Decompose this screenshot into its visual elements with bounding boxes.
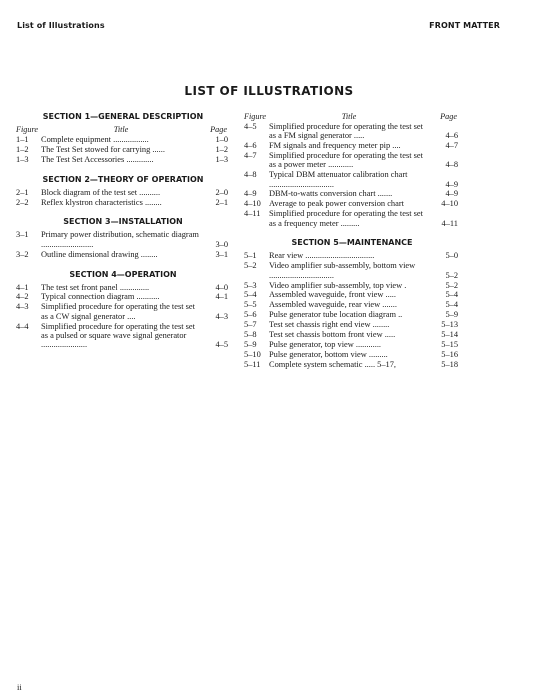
page-number: 5–18 <box>441 359 458 369</box>
figure-number: 4–3 <box>16 302 29 312</box>
figure-number: 3–1 <box>16 230 29 240</box>
list-entry <box>244 310 460 319</box>
figure-number: 5–6 <box>244 310 257 320</box>
list-entry <box>244 360 460 369</box>
figure-number: 2–1 <box>16 187 29 197</box>
page-number: 4–6 <box>445 131 458 141</box>
column-headings <box>16 125 230 135</box>
figure-number: 5–9 <box>244 339 257 349</box>
list-entry <box>244 189 460 198</box>
list-entry <box>16 250 230 259</box>
list-entry <box>244 320 460 329</box>
figure-title: Test set chassis right end view ........ <box>269 320 390 330</box>
figure-title: Block diagram of the test set .......... <box>41 187 161 197</box>
page-number: 4–8 <box>445 160 458 170</box>
figure-number: 5–8 <box>244 329 257 339</box>
list-entry <box>16 145 230 154</box>
list-entry <box>16 155 230 164</box>
running-header-right: FRONT MATTER <box>429 21 500 30</box>
page-number: 1–2 <box>215 144 228 154</box>
figure-title: FM signals and frequency meter pip .... <box>269 141 401 151</box>
list-entry <box>244 151 460 170</box>
list-entry <box>244 330 460 339</box>
figure-title: The test set front panel .............. <box>41 282 150 292</box>
figure-title: Simplified procedure for operating the test set as a CW signal generator .... <box>41 302 195 321</box>
section-4-heading: SECTION 4—OPERATION <box>69 269 177 279</box>
figure-title: Pulse generator, bottom view ......... <box>269 349 388 359</box>
figure-number: 4–1 <box>16 282 29 292</box>
list-entry <box>244 300 460 309</box>
section-5-heading: SECTION 5—MAINTENANCE <box>291 238 413 248</box>
page-number: 1–3 <box>215 154 228 164</box>
figure-title: Video amplifier sub-assembly, bottom view ............................... <box>269 261 416 280</box>
figure-title: Pulse generator, top view ............ <box>269 339 382 349</box>
page-title: LIST OF ILLUSTRATIONS <box>184 84 354 98</box>
figure-column-heading: Figure <box>244 112 266 121</box>
page-number: 3–0 <box>215 239 228 249</box>
list-entry <box>16 322 230 350</box>
list-entry <box>244 290 460 299</box>
figure-title: Assembled waveguide, front view ..... <box>269 290 396 300</box>
figure-number: 4–5 <box>244 122 257 131</box>
figure-number: 1–2 <box>16 144 29 154</box>
figure-title: DBM-to-watts conversion chart ....... <box>269 189 393 199</box>
list-entry <box>244 141 460 150</box>
figure-number: 4–9 <box>244 189 257 199</box>
figure-number: 1–1 <box>16 135 29 144</box>
page-column-heading: Page <box>440 112 457 121</box>
figure-number: 4–2 <box>16 292 29 302</box>
page-number: 5–15 <box>441 339 458 349</box>
list-entry <box>244 122 460 141</box>
page-number: 4–3 <box>215 311 228 321</box>
title-column-heading: Title <box>113 125 129 134</box>
figure-number: 5–5 <box>244 300 257 310</box>
figure-title: Outline dimensional drawing ........ <box>41 249 158 259</box>
page-number: 2–0 <box>215 187 228 197</box>
figure-title: Assembled waveguide, rear view ....... <box>269 300 397 310</box>
list-entry <box>244 199 460 208</box>
page-number: 4–7 <box>445 141 458 151</box>
page-number: 4–11 <box>441 218 458 228</box>
figure-title: Simplified procedure for operating the test set as a power meter ............ <box>269 151 423 170</box>
left-column <box>16 112 230 350</box>
figure-title: Simplified procedure for operating the test set as a pulsed or square wave signal generator ...................... <box>41 321 195 350</box>
figure-title: Complete system schematic ..... 5–17, <box>269 359 396 369</box>
page-number: 5–4 <box>445 300 458 310</box>
figure-title: Video amplifier sub-assembly, top view . <box>269 280 407 290</box>
figure-column-heading: Figure <box>16 125 38 134</box>
section-2-heading: SECTION 2—THEORY OF OPERATION <box>42 174 204 184</box>
figure-title: Test set chassis bottom front view ..... <box>269 329 396 339</box>
list-entry <box>16 198 230 207</box>
figure-number: 5–10 <box>244 349 261 359</box>
figure-title: Rear view ................................. <box>269 251 375 261</box>
figure-title: Simplified procedure for operating the test set as a frequency meter ......... <box>269 209 423 228</box>
list-entry <box>244 261 460 280</box>
page-number: 4–10 <box>441 199 458 209</box>
page-number: 4–1 <box>215 292 228 302</box>
list-entry <box>244 281 460 290</box>
page-number: 5–9 <box>445 310 458 320</box>
figure-title: Pulse generator tube location diagram .. <box>269 310 403 320</box>
figure-number: 4–10 <box>244 199 261 209</box>
figure-number: 5–7 <box>244 320 257 330</box>
page-number: 4–9 <box>445 179 458 189</box>
figure-number: 2–2 <box>16 197 29 207</box>
figure-number: 4–11 <box>244 209 261 219</box>
page-number: 4–9 <box>445 189 458 199</box>
figure-title: Average to peak power conversion chart <box>269 199 404 209</box>
figure-number: 5–2 <box>244 261 257 271</box>
running-header-left: List of Illustrations <box>17 21 105 30</box>
figure-title: Complete equipment ................. <box>41 135 149 144</box>
page-number: 5–14 <box>441 329 458 339</box>
page-number: 4–0 <box>215 282 228 292</box>
figure-number: 4–7 <box>244 151 257 161</box>
page-number: 5–2 <box>445 280 458 290</box>
figure-title: Typical DBM attenuator calibration chart ............................... <box>269 170 408 189</box>
page-number: 1–0 <box>215 135 228 144</box>
page-folio: ii <box>17 682 22 692</box>
list-entry <box>16 230 230 249</box>
figure-title: Primary power distribution, schematic diagram ......................... <box>41 230 199 249</box>
figure-number: 4–8 <box>244 170 257 180</box>
figure-number: 4–6 <box>244 141 257 151</box>
page-number: 5–2 <box>445 270 458 280</box>
column-headings <box>244 112 460 122</box>
page-number: 3–1 <box>215 249 228 259</box>
page-number: 5–0 <box>445 251 458 261</box>
figure-title: Typical connection diagram ........... <box>41 292 160 302</box>
figure-title: Simplified procedure for operating the test set as a FM signal generator ..... <box>269 122 423 141</box>
page-number: 2–1 <box>215 197 228 207</box>
figure-number: 5–4 <box>244 290 257 300</box>
section-1-heading: SECTION 1—GENERAL DESCRIPTION <box>42 112 204 121</box>
list-entry <box>244 170 460 189</box>
page-number: 5–16 <box>441 349 458 359</box>
list-entry <box>16 283 230 292</box>
list-entry <box>16 135 230 144</box>
page-number: 4–5 <box>215 340 228 350</box>
figure-number: 5–3 <box>244 280 257 290</box>
page-number: 5–4 <box>445 290 458 300</box>
page-column-heading: Page <box>210 125 227 134</box>
list-entry <box>244 340 460 349</box>
list-entry <box>244 251 460 260</box>
list-entry <box>244 350 460 359</box>
figure-number: 5–1 <box>244 251 257 261</box>
figure-number: 1–3 <box>16 154 29 164</box>
right-column <box>244 112 460 370</box>
figure-number: 3–2 <box>16 249 29 259</box>
list-entry <box>16 302 230 321</box>
figure-title: The Test Set stowed for carrying ...... <box>41 144 165 154</box>
figure-number: 5–11 <box>244 359 261 369</box>
list-entry <box>16 292 230 301</box>
title-column-heading: Title <box>341 112 357 121</box>
list-entry <box>244 209 460 228</box>
list-entry <box>16 188 230 197</box>
figure-title: Reflex klystron characteristics ........ <box>41 197 162 207</box>
section-3-heading: SECTION 3—INSTALLATION <box>63 217 183 227</box>
figure-title: The Test Set Accessories ............. <box>41 154 154 164</box>
page-number: 5–13 <box>441 320 458 330</box>
figure-number: 4–4 <box>16 321 29 331</box>
